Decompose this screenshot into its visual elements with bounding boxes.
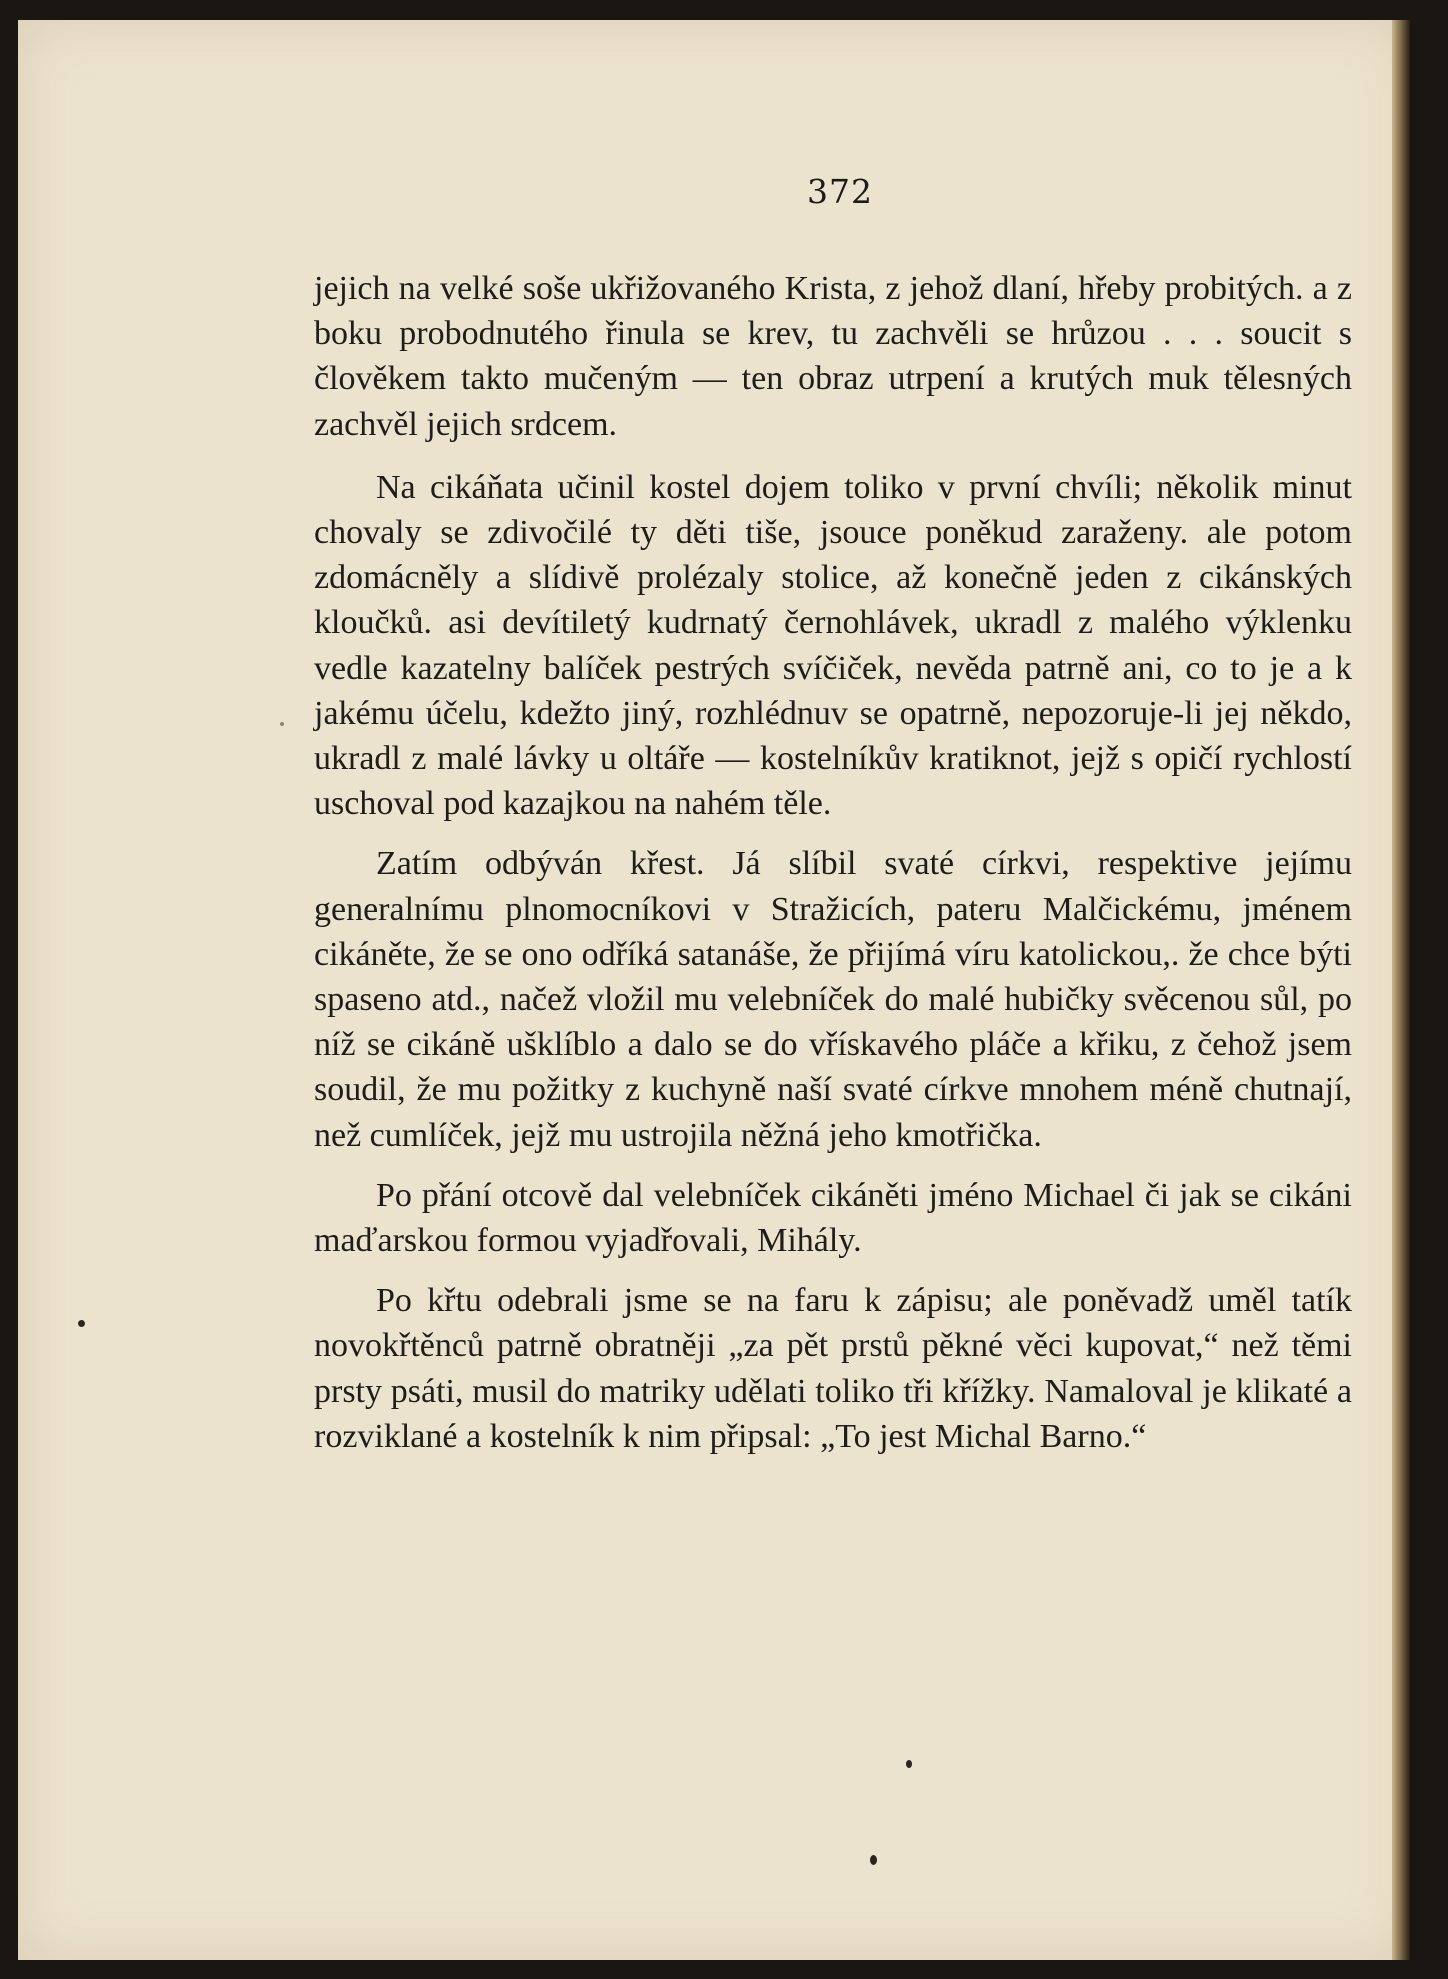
ink-speck	[870, 1855, 877, 1865]
paragraph-3: Zatím odbýván křest. Já slíbil svaté církvi, respektive jejímu generalnímu plnomocníkovi v Stražicích, pateru Malčickému, jménem cikáněte, že se ono odříká satanáše, že přijímá víru katolickou,. že chce býti spaseno atd., načež vložil mu velebníček do malé hubičky svěcenou sůl, po níž se cikáně ušklíblo a dalo se do vřískavého pláče a křiku, z čehož jsem soudil, že mu požitky z kuchyně naší svaté církve mnohem méně chutnají, než cumlíček, jejž mu ustrojila něžná jeho kmotřička.	[314, 845, 1352, 1154]
ink-speck	[78, 1320, 85, 1327]
paragraph-2: Na cikáňata učinil kostel dojem toliko v první chvíli; několik minut chovaly se zdivočilé ty děti tiše, jsouce poněkud zaraženy. ale potom zdomácněly a slídivě prolézaly stolice, až konečně jeden z cikánských kloučků. asi devítiletý kudrnatý černohlávek, ukradl z malého výklenku vedle kazatelny balíček pestrých svíčiček, nevěda patrně ani, co to je a k jakému účelu, kdežto jiný, rozhlédnuv se opatrně, nepozoruje-li jej někdo, ukradl z malé lávky u oltáře — kostelníkův kratiknot, jejž s opičí rychlostí uschoval pod kazajkou na nahém těle.	[314, 468, 1352, 823]
page-number: 372	[807, 172, 873, 211]
paragraph-5: Po křtu odebrali jsme se na faru k zápisu; ale poněvadž uměl tatík novokřtěnců patrně obratněji „za pět prstů pěkné věci kupovat,“ než těmi prsty psáti, musil do matriky udělati toliko tři křížky. Namaloval je klikaté a rozviklané a kostelník k nim připsal: „To jest Michal Barno.“	[314, 1282, 1352, 1455]
book-spine	[1392, 20, 1410, 1960]
paragraph-4: Po přání otcově dal velebníček cikáněti jméno Michael či jak se cikáni maďarskou formou vyjadřovali, Mihály.	[314, 1176, 1352, 1260]
ink-speck	[906, 1760, 912, 1768]
paragraph-1: jejich na velké soše ukřižovaného Krista, z jehož dlaní, hřeby probitých. a z boku probodnutého řinula se krev, tu zachvěli se hrůzou . . . soucit s člověkem takto mučeným — ten obraz utrpení a krutých muk tělesných zachvěl jejich srdcem.	[314, 270, 1352, 443]
body-text	[314, 266, 1352, 1474]
ink-speck	[280, 722, 284, 726]
book-page	[18, 20, 1410, 1960]
